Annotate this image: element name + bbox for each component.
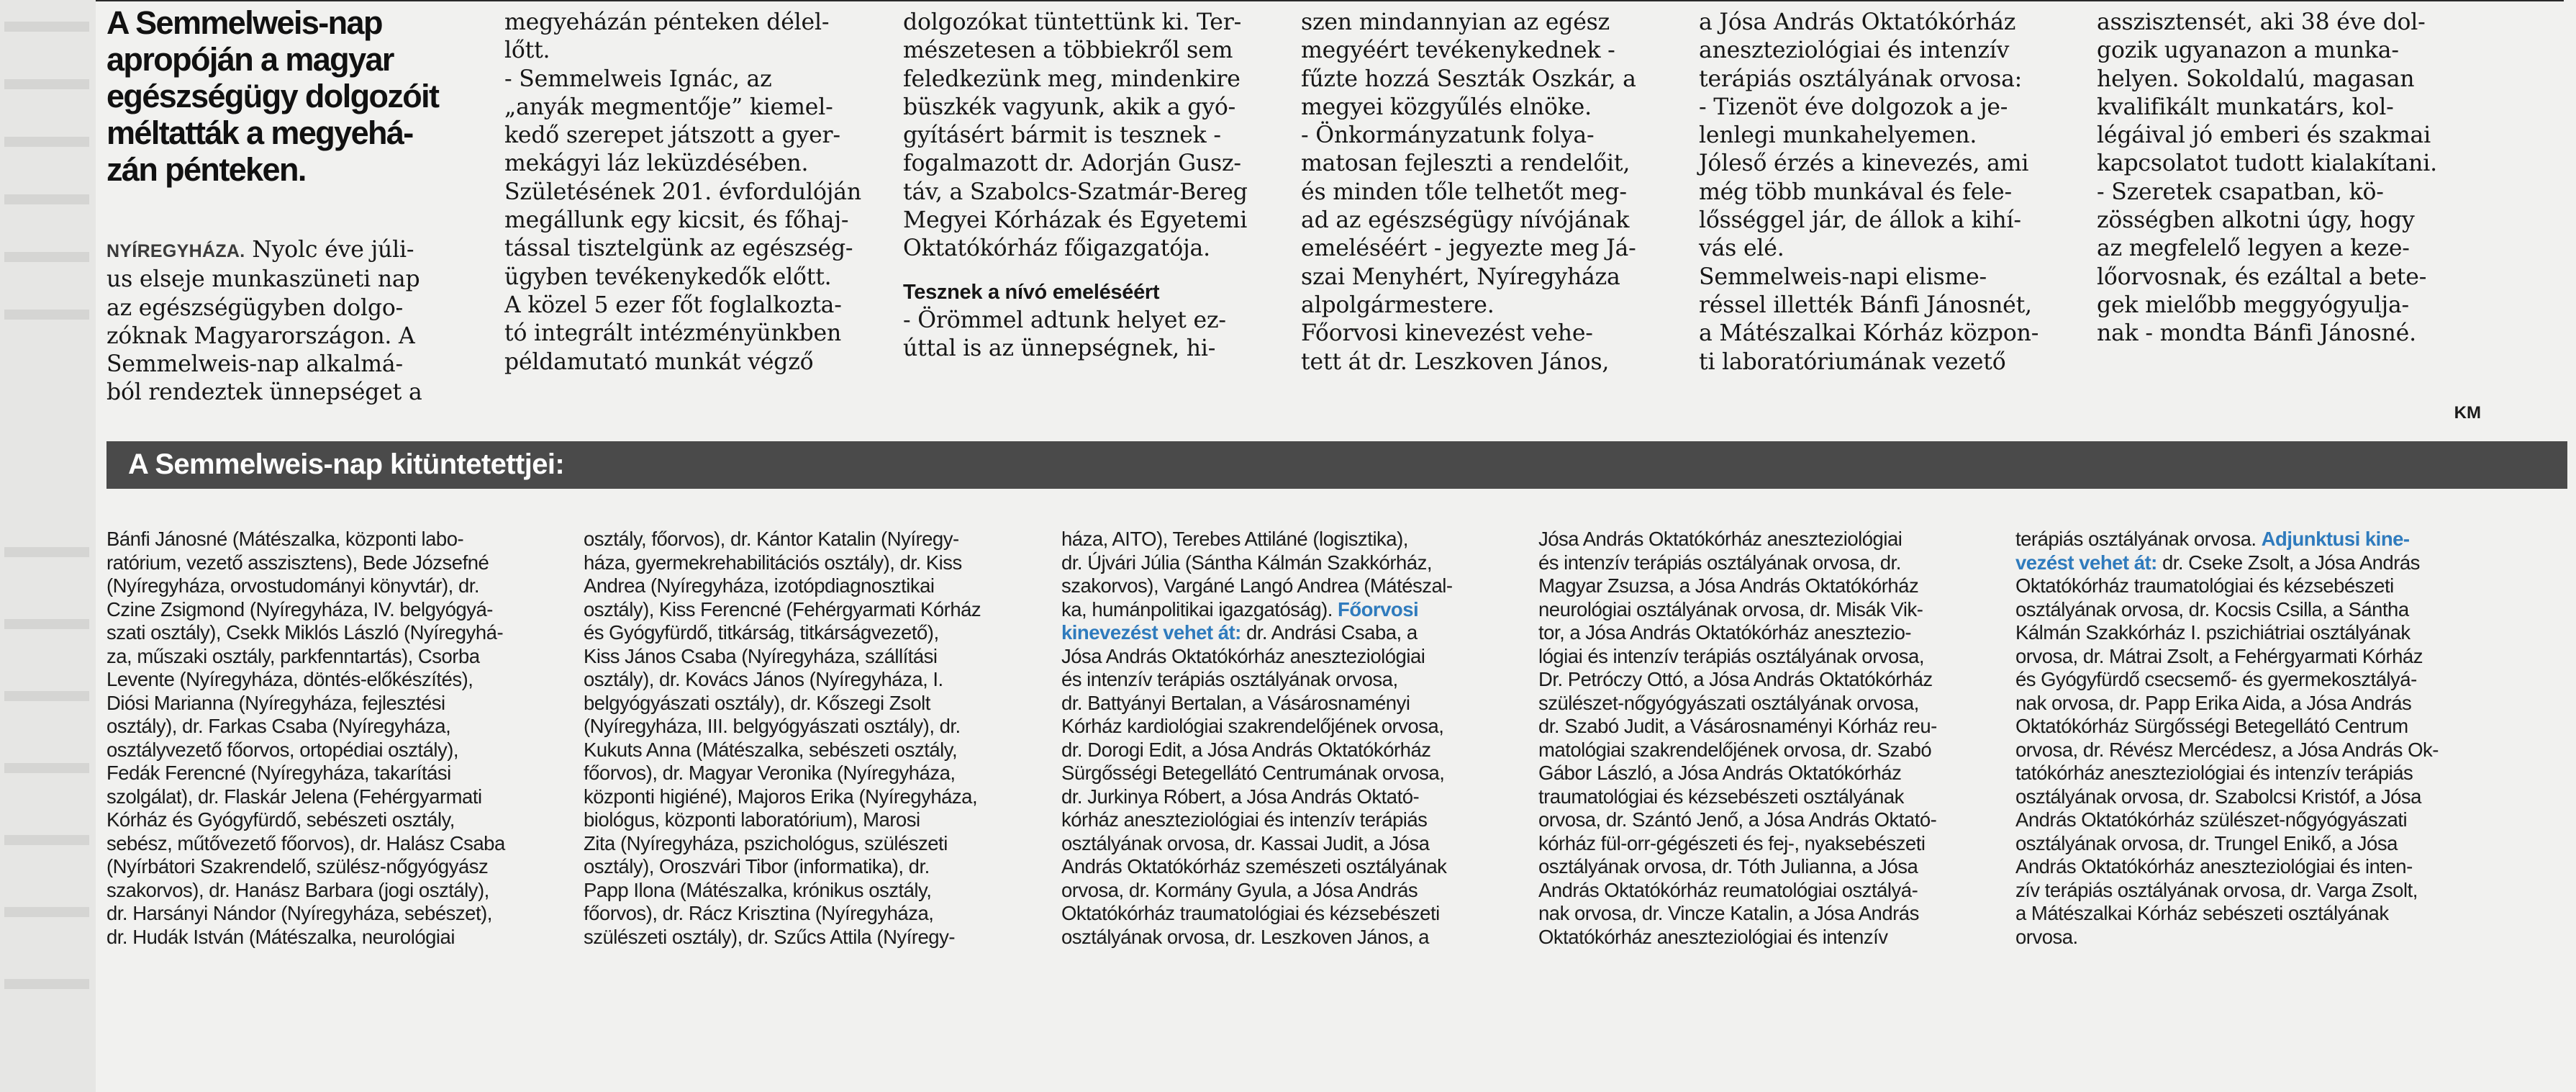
body-line: lenlegi munkahelyemen.: [1699, 122, 1977, 149]
body-line: megállunk egy kicsit, és főhaj-: [504, 207, 849, 234]
list-line: szolgálat), dr. Flaskár Jelena (Fehérgyarmati: [106, 785, 482, 808]
list-line: Dr. Petróczy Ottó, a Jósa András Oktatókórház: [1538, 668, 1933, 690]
honorees-column-4: [1538, 528, 2013, 949]
article-column-3: [903, 9, 1277, 364]
body-line: még több munkával és fele-: [1699, 179, 2012, 205]
body-line: Megyei Kórházak és Egyetemi: [903, 207, 1248, 234]
body-line: mekágyi láz leküzdésében.: [504, 150, 809, 177]
list-line: Gábor László, a Jósa András Oktatókórház: [1538, 762, 1902, 784]
list-line: sebész, műtővezető főorvos), dr. Halász Csaba: [106, 831, 505, 854]
body-line: - Tizenöt éve dolgozok a je-: [1699, 94, 2008, 120]
body-line: nak - mondta Bánfi Jánosné.: [2097, 320, 2416, 347]
body-line: ad az egészségügy nívójának: [1301, 207, 1630, 234]
list-line: András Oktatókórház aneszteziológiai és inten-: [2015, 855, 2413, 877]
list-line: osztályának orvosa, dr. Leszkoven János, a: [1061, 925, 1429, 948]
list-line: szülészet-nőgyógyászati osztályának orvosa,: [1538, 691, 1919, 714]
list-line: osztályának orvosa, dr. Kassai Judit, a Jósa: [1061, 831, 1430, 854]
list-line: orvosa, dr. Kormány Gyula, a Jósa András: [1061, 878, 1418, 901]
highlight-chief-physician: Főorvosi: [1338, 597, 1419, 621]
list-line: biológus, központi laboratórium), Marosi: [584, 808, 920, 831]
list-line: orvosa, dr. Szántó Jenő, a Jósa András Oktató-: [1538, 808, 1937, 831]
list-text: dr. Andrási Csaba, a: [1241, 621, 1418, 644]
list-line: Andrea (Nyíregyháza, izotópdiagnosztikai: [584, 574, 935, 597]
body-line: Oktatókórház főigazgatója.: [903, 235, 1210, 262]
body-line: tással tisztelgünk az egészség-: [504, 235, 853, 262]
list-line: és Gyógyfürdő, titkárság, titkárságvezető),: [584, 621, 939, 644]
headline-line: apropóján a magyar: [106, 41, 394, 78]
list-line: és intenzív terápiás osztályának orvosa,: [1061, 668, 1398, 690]
list-line: Kálmán Szakkórház I. pszichiátriai osztályának: [2015, 621, 2411, 644]
list-line: kórház fül-orr-gégészeti és fej-, nyaksebészeti: [1538, 831, 1926, 854]
list-line: osztály, főorvos), dr. Kántor Katalin (Nyíregy-: [584, 528, 959, 550]
body-line: réssel illették Bánfi Jánosnét,: [1699, 292, 2032, 318]
list-line: és intenzív terápiás osztályának orvosa, dr.: [1538, 551, 1901, 574]
list-text: ka, humánpolitikai igazgatóság).: [1061, 597, 1338, 621]
body-line: zösségben alkotni úgy, hogy: [2097, 207, 2415, 234]
body-line: Születésének 201. évfordulóján: [504, 179, 861, 205]
body-line: fogalmazott dr. Adorján Gusz-: [903, 150, 1241, 177]
list-line: nak orvosa, dr. Vincze Katalin, a Jósa András: [1538, 902, 1919, 924]
list-line: Levente (Nyíregyháza, döntés-előkészítés),: [106, 668, 473, 690]
honorees-list: [106, 528, 2567, 1082]
body-line: - Szeretek csapatban, kö-: [2097, 179, 2384, 205]
list-line: dr. Jurkinya Róbert, a Jósa András Oktató-: [1061, 785, 1420, 808]
body-line: az egészségügyben dolgo-: [106, 294, 404, 321]
list-line: Magyar Zsuzsa, a Jósa András Oktatókórház: [1538, 574, 1919, 597]
list-line: dr. Újvári Júlia (Sántha Kálmán Szakkórház,: [1061, 551, 1432, 574]
list-line: szati osztály), Csekk Miklós László (Nyíregyhá-: [106, 621, 504, 644]
list-text: terápiás osztályának orvosa.: [2015, 528, 2262, 550]
body-line: fűzte hozzá Seszták Oszkár, a: [1301, 66, 1636, 92]
list-line: Diósi Marianna (Nyíregyháza, fejlesztési: [106, 691, 445, 714]
list-line: osztály), Oroszvári Tibor (informatika), dr.: [584, 855, 930, 877]
body-line: feledkezünk meg, mindenkire: [903, 66, 1241, 92]
article-column-6: [2097, 9, 2500, 348]
list-line: szülészeti osztály), dr. Szűcs Attila (Nyíregy-: [584, 925, 955, 948]
body-line: megyéért tevékenykednek -: [1301, 37, 1615, 64]
body-line: - Önkormányzatunk folya-: [1301, 122, 1595, 149]
body-line: táv, a Szabolcs-Szatmár-Bereg: [903, 179, 1248, 205]
body-line: emeléséért - jegyezte meg Já-: [1301, 235, 1636, 262]
list-line: Jósa András Oktatókórház aneszteziológiai: [1538, 528, 1902, 550]
body-line: ügyben tevékenykedők előtt.: [504, 263, 832, 290]
banner-title: A Semmelweis-nap kitüntetettjei:: [128, 448, 565, 480]
body-line: szen mindannyian az egész: [1301, 9, 1610, 35]
article-column-4: [1301, 9, 1675, 376]
article-subheading: Tesznek a nívó emeléséért: [903, 280, 1160, 304]
list-line: osztály), dr. Kovács János (Nyíregyháza, I.: [584, 668, 943, 690]
body-line: tó integrált intézményünkben: [504, 320, 842, 347]
highlight-appointment: vezést vehet át:: [2015, 551, 2157, 574]
list-line: osztályának orvosa, dr. Szabolcsi Kristóf, a Jósa: [2015, 785, 2421, 808]
body-line: megyei közgyűlés elnöke.: [1301, 94, 1592, 120]
list-line: osztályának orvosa, dr. Tóth Julianna, a Jósa: [1538, 855, 1918, 877]
list-line: ratórium, vezető asszisztens), Bede Józsefné: [106, 551, 489, 574]
body-line: szai Menyhért, Nyíregyháza: [1301, 263, 1620, 290]
list-line: Kórház kardiológiai szakrendelőjének orvosa,: [1061, 715, 1444, 737]
honorees-column-5: [2015, 528, 2519, 949]
honorees-banner: [106, 441, 2567, 489]
body-line: mészetesen a többiekről sem: [903, 37, 1233, 64]
list-line: neurológiai osztályának orvosa, dr. Misák Vik-: [1538, 597, 1923, 621]
body-line: gek mielőbb meggyógyulja-: [2097, 292, 2409, 318]
body-line: kedő szerepet játszott a gyer-: [504, 122, 840, 149]
list-line: és Gyógyfürdő csecsemő- és gyermekosztályá-: [2015, 668, 2417, 690]
body-line: légáival jó emberi és szakmai: [2097, 122, 2431, 149]
headline-line: zán pénteken.: [106, 151, 306, 188]
body-line: ból rendeztek ünnepséget a: [106, 379, 422, 406]
body-line: gyításért bármit is tesznek -: [903, 122, 1221, 149]
article-column-2: [504, 9, 879, 376]
body-line: A közel 5 ezer főt foglalkozta-: [504, 292, 842, 318]
body-line: büszkék vagyunk, akik a gyó-: [903, 94, 1236, 120]
list-line: Oktatókórház aneszteziológiai és intenzív: [1538, 925, 1888, 948]
body-line: vás elé.: [1699, 235, 1784, 262]
list-line: tatókórház aneszteziológiai és intenzív terápiás: [2015, 762, 2413, 784]
list-line: Czine Zsigmond (Nyíregyháza, IV. belgyógyá-: [106, 597, 493, 621]
body-line: példamutató munkát végző: [504, 348, 814, 375]
list-line: Sürgősségi Betegellátó Centrumának orvosa,: [1061, 762, 1445, 784]
body-line: gozik ugyanazon a munka-: [2097, 37, 2399, 64]
list-line: belgyógyászati osztály), dr. Kőszegi Zsolt: [584, 691, 930, 714]
body-line: megyeházán pénteken délel-: [504, 9, 830, 35]
dateline: NYÍREGYHÁZA.: [106, 241, 245, 261]
body-line: helyen. Sokoldalú, magasan: [2097, 66, 2415, 92]
list-line: osztályvezető főorvos, ortopédiai osztály),: [106, 738, 459, 761]
list-line: zív terápiás osztályának orvosa, dr. Varga Zsolt,: [2015, 878, 2418, 901]
list-line: Oktatókórház traumatológiai és kézsebészeti: [2015, 574, 2394, 597]
article-headline: [106, 4, 466, 188]
body-line: terápiás osztályának orvosa:: [1699, 66, 2023, 92]
list-line: orvosa, dr. Révész Mercédesz, a Jósa András Ok-: [2015, 738, 2439, 761]
list-line: András Oktatókórház reumatológiai osztályá-: [1538, 878, 1918, 901]
author-signature: KM: [2454, 403, 2481, 423]
news-article: [106, 0, 2567, 432]
list-line: kórház aneszteziológiai és intenzív terápiás: [1061, 808, 1428, 831]
list-line: lógiai és intenzív terápiás osztályának orvosa,: [1538, 644, 1924, 667]
honorees-column-1: [106, 528, 581, 949]
list-line: főorvos), dr. Magyar Veronika (Nyíregyháza,: [584, 762, 956, 784]
honorees-column-3: [1061, 528, 1536, 949]
body-line: kvalifikált munkatárs, kol-: [2097, 94, 2394, 120]
list-line: (Nyírbátori Szakrendelő, szülész-nőgyógyász: [106, 855, 489, 877]
list-line: nak orvosa, dr. Papp Erika Aida, a Jósa András: [2015, 691, 2412, 714]
list-line: Jósa András Oktatókórház aneszteziológiai: [1061, 644, 1425, 667]
body-line: tett át dr. Leszkoven János,: [1301, 348, 1610, 375]
body-line: - Semmelweis Ignác, az: [504, 66, 772, 92]
list-line: központi higiéné), Majoros Erika (Nyíregyháza,: [584, 785, 978, 808]
list-line: háza, AITO), Terebes Attiláné (logisztika),: [1061, 528, 1408, 550]
body-line: „anyák megmentője” kiemel-: [504, 94, 833, 120]
highlight-appointment: kinevezést vehet át:: [1061, 621, 1241, 644]
body-line: us elseje munkaszüneti nap: [106, 266, 420, 293]
list-line: tor, a Jósa András Oktatókórház anesztezio-: [1538, 621, 1912, 644]
body-line: Semmelweis-nap alkalmá-: [106, 351, 403, 378]
list-text: dr. Cseke Zsolt, a Jósa András: [2157, 551, 2420, 574]
list-line: dr. Battyányi Bertalan, a Vásárosnaményi: [1061, 691, 1410, 714]
list-line: orvosa.: [2015, 925, 2078, 948]
list-line: háza, gyermekrehabilitációs osztály), dr. Kiss: [584, 551, 962, 574]
adjacent-page-margin: [0, 0, 96, 1092]
list-line: András Oktatókórház szülészet-nőgyógyászati: [2015, 808, 2408, 831]
list-line: matológiai szakrendelőjének orvosa, dr. Szabó: [1538, 738, 1932, 761]
list-line: dr. Harsányi Nándor (Nyíregyháza, sebészet),: [106, 902, 492, 924]
list-line: osztály), dr. Farkas Csaba (Nyíregyháza,: [106, 715, 451, 737]
list-line: (Nyíregyháza, III. belgyógyászati osztály), dr.: [584, 715, 961, 737]
body-line: lősséggel jár, de állok a kihí-: [1699, 207, 2021, 234]
list-line: Fedák Ferencné (Nyíregyháza, takarítási: [106, 762, 451, 784]
list-line: szakorvos), dr. Hanász Barbara (jogi osztály),: [106, 878, 489, 901]
list-line: Papp Ilona (Mátészalka, krónikus osztály,: [584, 878, 932, 901]
list-line: szakorvos), Vargáné Langó Andrea (Mátészal-: [1061, 574, 1453, 597]
headline-line: A Semmelweis-nap: [106, 4, 382, 41]
body-text: Nyolc éve júli-: [245, 237, 414, 263]
body-line: Főorvosi kinevezést vehe-: [1301, 320, 1593, 347]
list-line: Kukuts Anna (Mátészalka, sebészeti osztály,: [584, 738, 958, 761]
body-line: az megfelelő legyen a keze-: [2097, 235, 2410, 262]
list-line: (Nyíregyháza, orvostudományi könyvtár), dr.: [106, 574, 480, 597]
body-line: matosan fejleszti a rendelőit,: [1301, 150, 1631, 177]
list-line: osztályának orvosa, dr. Trungel Enikő, a Jósa: [2015, 831, 2398, 854]
list-line: orvosa, dr. Mátrai Zsolt, a Fehérgyarmati Kórház: [2015, 644, 2423, 667]
list-line: Oktatókórház Sürgősségi Betegellátó Centrum: [2015, 715, 2408, 737]
list-line: dr. Hudák István (Mátészalka, neurológiai: [106, 925, 455, 948]
list-line: Kiss János Csaba (Nyíregyháza, szállítási: [584, 644, 938, 667]
body-line: lőtt.: [504, 37, 550, 64]
body-line: lőorvosnak, és ezáltal a bete-: [2097, 263, 2427, 290]
list-line: traumatológiai és kézsebészeti osztályának: [1538, 785, 1904, 808]
list-line: dr. Dorogi Edit, a Jósa András Oktatókórház: [1061, 738, 1431, 761]
list-line: dr. Szabó Judit, a Vásárosnaményi Kórház reu-: [1538, 715, 1937, 737]
body-line: a Jósa András Oktatókórház: [1699, 9, 2016, 35]
list-line: Zita (Nyíregyháza, pszichológus, szülészeti: [584, 831, 948, 854]
body-line: zóknak Magyarországon. A: [106, 322, 415, 349]
list-line: a Mátészalkai Kórház sebészeti osztályának: [2015, 902, 2389, 924]
body-line: a Mátészalkai Kórház közpon-: [1699, 320, 2039, 347]
body-line: - Örömmel adtunk helyet ez-: [903, 307, 1226, 333]
list-line: főorvos), dr. Rácz Krisztina (Nyíregyháza,: [584, 902, 934, 924]
highlight-adjunct: Adjunktusi kine-: [2261, 528, 2410, 550]
body-line: kapcsolatot tudott kialakítani.: [2097, 150, 2437, 177]
headline-line: egészségügy dolgozóit: [106, 78, 439, 114]
list-line: András Oktatókórház szemészeti osztályának: [1061, 855, 1447, 877]
body-line: és minden tőle telhetőt meg-: [1301, 179, 1627, 205]
list-line: Bánfi Jánosné (Mátészalka, központi labo-: [106, 528, 464, 550]
body-line: Jóleső érzés a kinevezés, ami: [1699, 150, 2029, 177]
body-line: dolgozókat tüntettünk ki. Ter-: [903, 9, 1242, 35]
body-line: asszisztensét, aki 38 éve dol-: [2097, 9, 2426, 35]
list-line: osztály), Kiss Ferencné (Fehérgyarmati Kórház: [584, 597, 981, 621]
body-line: úttal is az ünnepségnek, hi-: [903, 335, 1216, 362]
headline-line: méltatták a megyehá-: [106, 114, 413, 151]
body-line: Semmelweis-napi elisme-: [1699, 263, 1987, 290]
list-line: za, műszaki osztály, parkfenntartás), Csorba: [106, 644, 480, 667]
honorees-column-2: [584, 528, 1058, 949]
list-line: osztályának orvosa, dr. Kocsis Csilla, a Sántha: [2015, 597, 2409, 621]
body-line: ti laboratóriumának vezető: [1699, 348, 2006, 375]
article-column-5: [1699, 9, 2073, 376]
body-line: aneszteziológiai és intenzív: [1699, 37, 2010, 64]
body-line: alpolgármestere.: [1301, 292, 1495, 318]
list-line: Kórház és Gyógyfürdő, sebészeti osztály,: [106, 808, 455, 831]
article-column-1: [106, 236, 481, 407]
list-line: Oktatókórház traumatológiai és kézsebészeti: [1061, 902, 1440, 924]
